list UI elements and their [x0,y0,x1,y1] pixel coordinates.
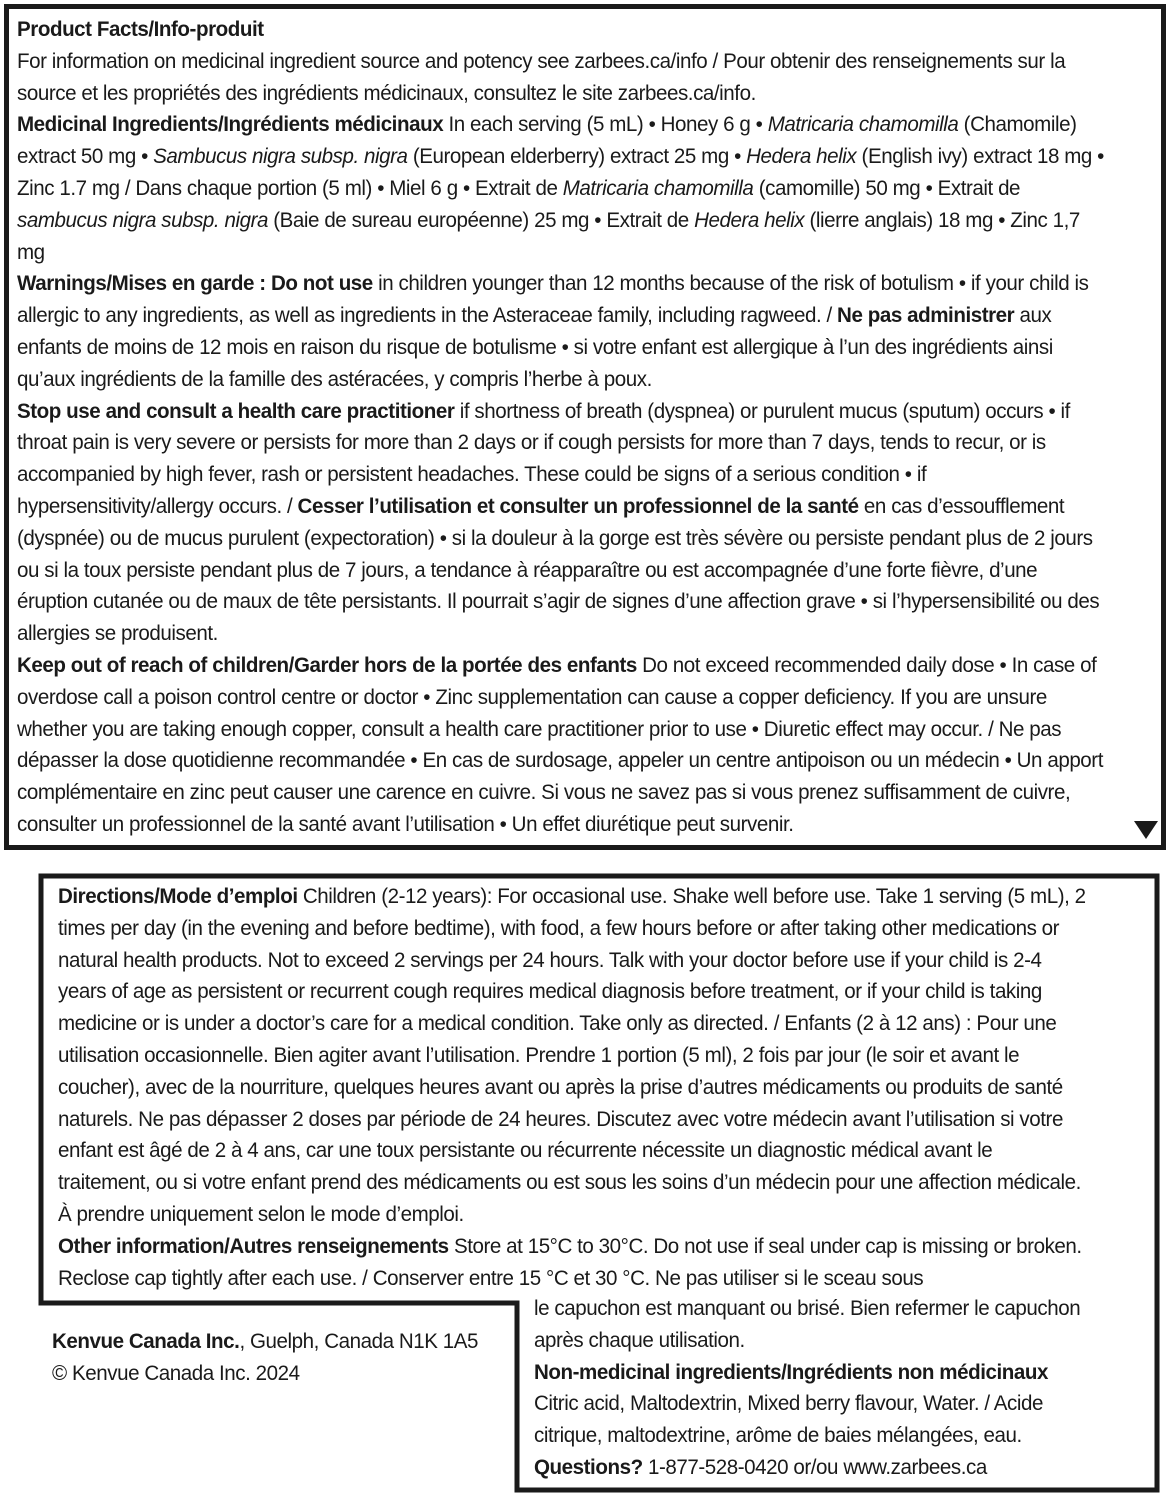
directions-text [58,881,1086,1294]
copyright: © Kenvue Canada Inc. 2024 [52,1361,300,1385]
medicinal-species: Matricaria chamomilla [562,176,754,200]
directions-heading: Directions/Mode d’emploi [58,885,298,908]
stop-use-text: en cas d’essoufflement (dyspnée) ou de mucus purulent (expectoration) • si la douleur à la gorge est très sévère ou persiste pendant plus de 2 jours ou si la toux persiste pendant plus de 7 jours, a tendance à réapparaître ou est accompagnée d’une forte fièvre, d’une éruption cutanée ou de maux de tête persistants. Il pourrait s’agir de signes d’une affection grave • si l’hypersensibilité ou des allergies se produisent. [17,494,1100,646]
warnings-heading-fr: Ne pas administrer [837,304,1015,328]
keep-out-of-reach [17,650,1111,841]
manufacturer-address: , Guelph, Canada N1K 1A5 [239,1330,479,1353]
warnings-text: aux enfants de moins de 12 mois en raison du risque de botulisme • si votre enfant est allergique à l’un des ingrédients ainsi qu’aux ingrédients de la famille des astéracées, y compris l’herbe à poux. [17,304,1053,391]
warnings [17,268,1111,395]
manufacturer-line [52,1326,508,1358]
medicinal-text: (English ivy) extract 18 mg • Zinc 1.7 mg / Dans chaque portion (5 ml) • Miel 6 g • Extrait de [17,145,1104,200]
medicinal-species: sambucus nigra subsp. nigra [17,208,268,232]
continue-arrow-icon [1134,821,1158,839]
medicinal-text: (lierre anglais) 18 mg • Zinc 1,7 mg [17,208,1080,264]
warnings-heading: Warnings/Mises en garde : Do not use [17,272,373,296]
other-info-continued: le capuchon est manquant ou brisé. Bien refermer le capuchon après chaque utilisation. [534,1297,1081,1352]
stop-use-heading: Stop use and consult a health care practitioner [17,399,455,423]
lower-right-text [534,1293,1116,1484]
medicinal-text: (camomille) 50 mg • Extrait de [753,176,1021,200]
questions-heading: Questions? [534,1455,643,1479]
non-medicinal-text: Citric acid, Maltodextrin, Mixed berry flavour, Water. / Acide citrique, maltodextrine, arôme de baies mélangées, eau. [534,1392,1044,1448]
product-facts-title: Product Facts/Info-produit [17,18,264,41]
directions-body: Children (2-12 years): For occasional use. Shake well before use. Take 1 serving (5 mL), 2 times per day (in the evening and before bedtime), with food, a few hours before or after taking other medications or natural health products. Not to exceed 2 servings per 24 hours. Talk with your doctor before use if your child is 2-4 years of age as persistent or recurrent cough requires medical diagnosis before treatment, or if your child is taking medicine or is under a doctor’s care for a medical condition. Take only as directed. / Enfants (2 à 12 ans) : Pour une utilisation occasionnelle. Bien agiter avant l’utilisation. Prendre 1 portion (5 ml), 2 fois par jour (le soir et avant le coucher), avec de la nourriture, quelques heures avant ou après la prise d’autres médicaments ou produits de santé naturels. Ne pas dépasser 2 doses par période de 24 heures. Discutez avec votre médecin avant l’utilisation si votre enfant est âgé de 2 à 4 ans, car une toux persistante ou récurrente nécessite un diagnostic médical avant le traitement, ou si votre enfant prend des médicaments ou est sous les soins d’un médecin pour une affection médicale. À prendre uniquement selon le mode d’emploi. [58,885,1086,1226]
medicinal-text: (Baie de sureau européenne) 25 mg • Extrait de [267,208,695,232]
medicinal-species: Hedera helix [694,208,805,232]
stop-use [17,396,1111,650]
other-info-body: Store at 15°C to 30°C. Do not use if seal under cap is missing or broken. Reclose cap tightly after each use. / Conserver entre 15 °C et 30 °C. Ne pas utiliser si le sceau sous [58,1234,1082,1290]
product-facts-text [17,14,1111,841]
stop-use-text: if shortness of breath (dyspnea) or purulent mucus (sputum) occurs • if throat pain is very severe or persists for more than 2 days or if cough persists for more than 7 days, tends to recur, or is accompanied by high fever, rash or persistent headaches. These could be signs of a serious condition • if hypersensitivity/allergy occurs. / [17,399,1070,518]
non-medicinal-heading: Non-medicinal ingredients/Ingrédients non médicinaux [534,1360,1049,1384]
medicinal-text: (European elderberry) extract 25 mg • [407,145,747,169]
warnings-text: in children younger than 12 months because of the risk of botulism • if your child is allergic to any ingredients, as well as ingredients in the Asteraceae family, including ragweed. / [17,272,1089,328]
stop-use-heading-fr: Cesser l’utilisation et consulter un professionnel de la santé [297,494,859,518]
medicinal-species: Matricaria chamomilla [767,113,959,137]
other-info [58,1231,1086,1295]
questions-contact: 1-877-528-0420 or/ou www.zarbees.ca [642,1455,987,1479]
manufacturer-name: Kenvue Canada Inc. [52,1330,240,1353]
source-info: For information on medicinal ingredient source and potency see zarbees.ca/info / Pour obtenir des renseignements sur la source et les propriétés des ingrédients médicinaux, consultez le site zarbees.ca/info. [17,49,1066,105]
medicinal-species: Hedera helix [746,145,857,169]
manufacturer-info [52,1326,508,1390]
keep-out-text: Do not exceed recommended daily dose • In case of overdose call a poison control centre or doctor • Zinc supplementation can cause a copper deficiency. If you are unsure whether you are taking enough copper, consult a health care practitioner prior to use • Diuretic effect may occur. / Ne pas dépasser la dose quotidienne recommandée • En cas de surdosage, appeler un centre antipoison ou un médecin • Un apport complémentaire en zinc peut causer une carence en cuivre. Si vous ne savez pas si vous prenez suffisamment de cuivre, consulter un professionnel de la santé avant l’utilisation • Un effet diurétique peut survenir. [17,653,1103,836]
medicinal-ingredients-heading: Medicinal Ingredients/Ingrédients médicinaux [17,113,444,137]
medicinal-species: Sambucus nigra subsp. nigra [153,145,408,169]
other-info-heading: Other information/Autres renseignements [58,1234,449,1258]
keep-out-heading: Keep out of reach of children/Garder hors de la portée des enfants [17,653,637,677]
medicinal-text: (Chamomile) extract 50 mg • [17,113,1077,169]
medicinal-text: In each serving (5 mL) • Honey 6 g • [443,113,768,137]
medicinal-ingredients [17,109,1111,268]
directions [58,881,1086,1231]
questions [534,1452,1116,1484]
